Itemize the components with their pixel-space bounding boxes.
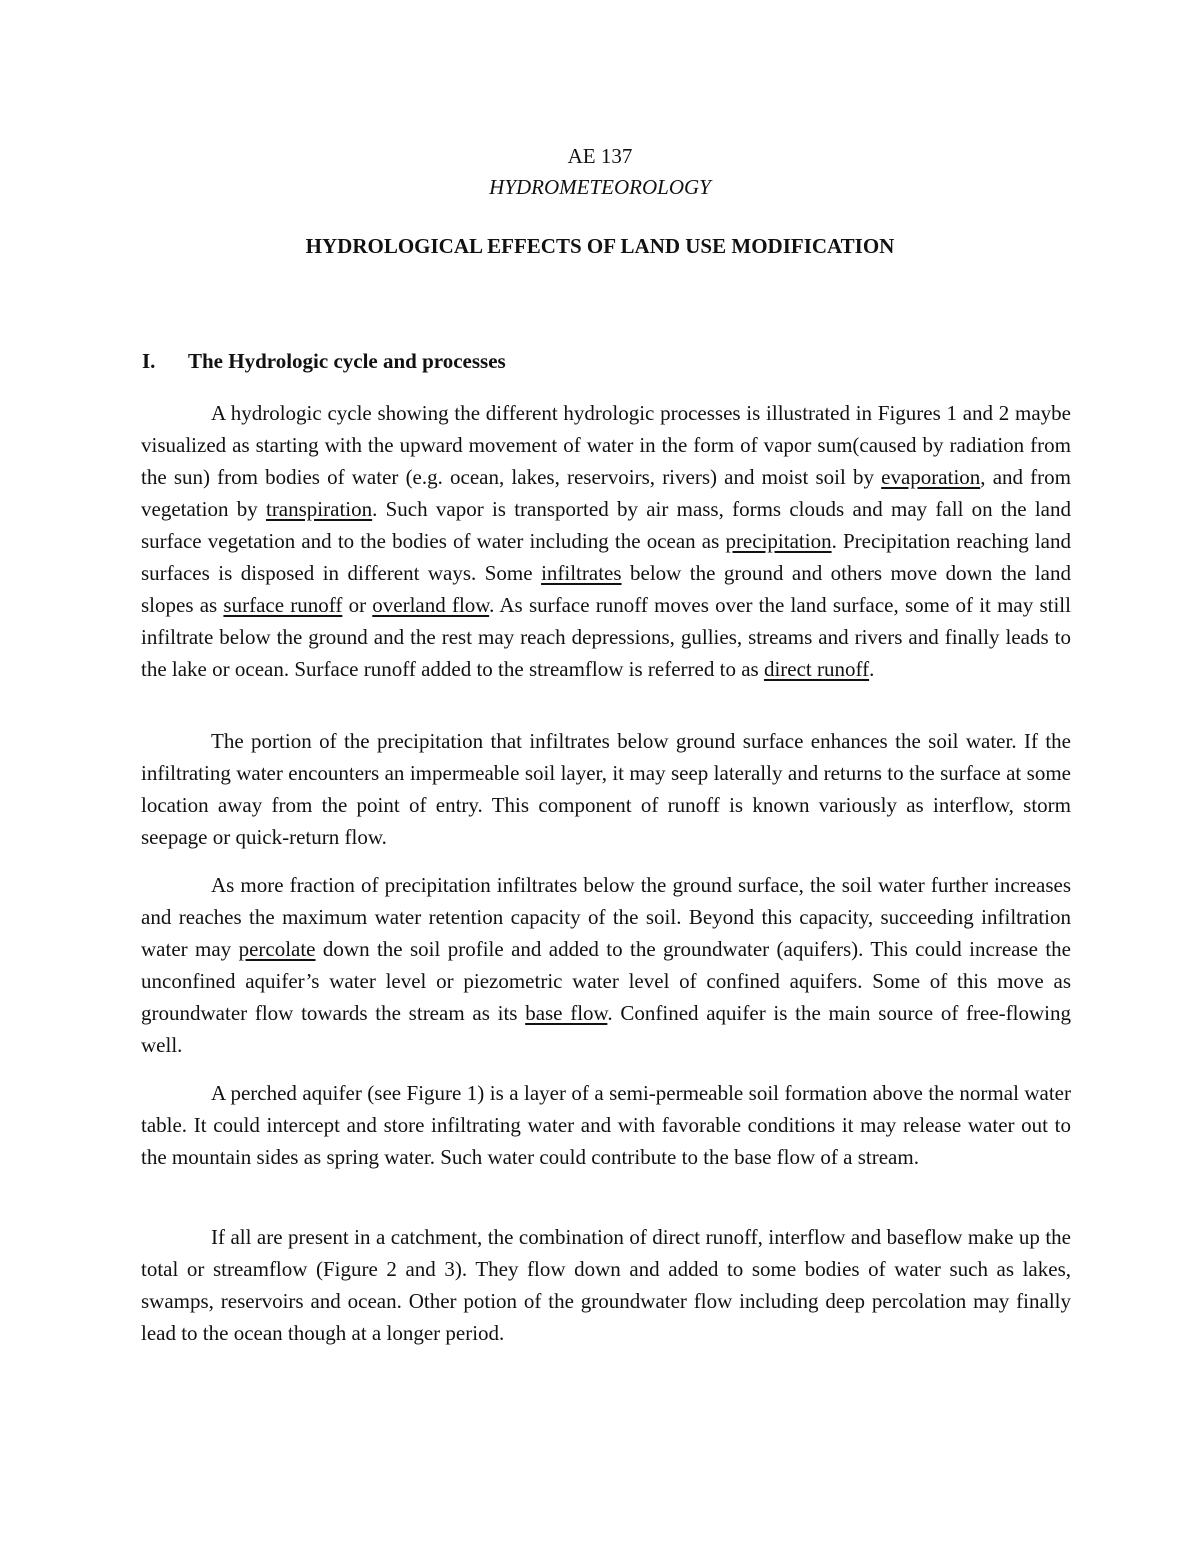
paragraph-streamflow: If all are present in a catchment, the combination of direct runoff, interflow and baseflow make up the total or streamflow (Figure 2 and 3). They flow down and added to some bodies of water such as lakes, swamps, reservoirs and ocean. Other potion of the groundwater flow including deep percolation may finally lead to the ocean though at a longer period. [141,1225,1071,1345]
document-title: HYDROLOGICAL EFFECTS OF LAND USE MODIFICATION [305,234,895,258]
term-precipitation: precipitation [725,529,832,553]
text-run: , and from vegetation by [141,465,1071,521]
term-infiltrates: infiltrates [541,561,622,585]
paragraph-perched-aquifer: A perched aquifer (see Figure 1) is a layer of a semi-permeable soil formation above the normal water table. It could intercept and store infiltrating water and with favorable conditions it may release water out to the mountain sides as spring water. Such water could contribute to the base flow of a stream. [141,1081,1071,1169]
text-run: A hydrologic cycle showing the different hydrologic processes is illustrated in Figures 1 and 2 maybe visualized as starting with the upward movement of water in the form of vapor sum(caused by radiation from the sun) from bodies of water (e.g. ocean, lakes, reservoirs, rivers) and moist soil by [141,401,1071,489]
term-direct-runoff: direct runoff [763,657,870,681]
term-surface-runoff: surface runoff [223,593,343,617]
term-transpiration: transpiration [265,497,373,521]
section-heading [142,348,506,374]
section-heading-text: The Hydrologic cycle and processes [188,349,506,373]
paragraph-interflow: The portion of the precipitation that infiltrates below ground surface enhances the soil water. If the infiltrating water encounters an impermeable soil layer, it may seep laterally and returns to the surface at some location away from the point of entry. This component of runoff is known variously as interflow, storm seepage or quick-return flow. [141,729,1071,849]
term-percolate: percolate [238,937,316,961]
paragraph-hydrologic-cycle [141,397,1071,685]
term-base-flow: base flow [525,1001,608,1025]
text-run: below the ground and others move down the land slopes as [141,561,1071,617]
text-run: . Precipitation reaching land surfaces is disposed in different ways. Some [141,529,1071,585]
text-run: . [869,657,875,681]
text-run: or [342,593,373,617]
term-overland-flow: overland flow [372,593,490,617]
text-run: As more fraction of precipitation infiltrates below the ground surface, the soil water further increases and reaches the maximum water retention capacity of the soil. Beyond this capacity, succeeding infiltration water may [141,873,1071,961]
text-run: . Confined aquifer is the main source of free-flowing well. [141,1001,1071,1057]
subject-title: HYDROMETEOROLOGY [489,175,711,199]
text-run: . Such vapor is transported by air mass, forms clouds and may fall on the land surface vegetation and to the bodies of water including the ocean as [141,497,1072,553]
term-evaporation: evaporation [881,465,981,489]
paragraph-percolation [141,869,1071,1061]
text-run: down the soil profile and added to the groundwater (aquifers). This could increase the unconfined aquifer’s water level or piezometric water level of confined aquifers. Some of this move as groundwater flow towards the stream as its [141,937,1071,1025]
text-run: . As surface runoff moves over the land surface, some of it may still infiltrate below the ground and the rest may reach depressions, gullies, streams and rivers and finally leads to the lake or ocean. Surface runoff added to the streamflow is referred to as [141,593,1071,681]
section-number: I. [142,349,156,373]
course-code: AE 137 [567,144,633,168]
